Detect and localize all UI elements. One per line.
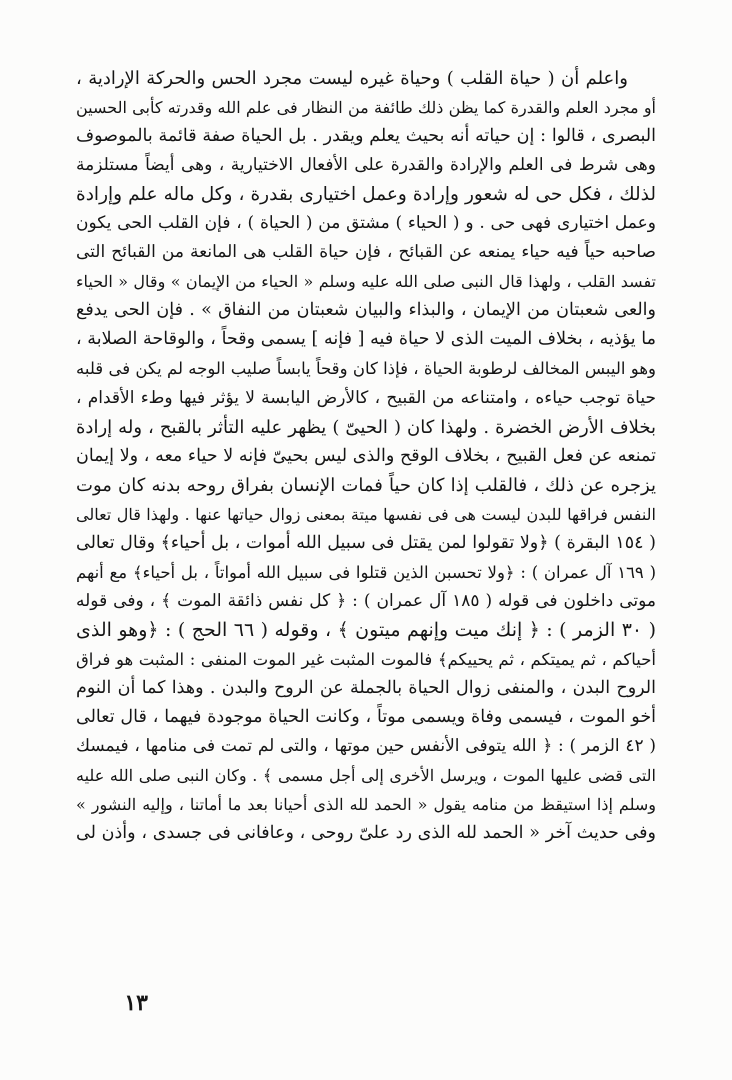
text-line: أحياكم ، ثم يميتكم ، ثم يحييكم﴾ فالموت المثبت غير الموت المنفى : المثبت هو فراق (76, 649, 656, 669)
text-line: ( ٣٠ الزمر ) : ﴿ إنك ميت وإنهم ميتون ﴾ ، وقوله ( ٦٦ الحج ) : ﴿وهو الذى (76, 618, 656, 641)
text-line: النفس فراقها للبدن ليست هى فى نفسها ميتة بمعنى زوال حياتها عنها . ولهذا قال تعالى (76, 504, 656, 524)
text-line: تفسد القلب ، ولهذا قال النبى صلى الله عليه وسلم « الحياء من الإيمان » وقال « الحياء (76, 272, 656, 292)
text-line: ما يؤذيه ، بخلاف الميت الذى لا حياة فيه [ فإنه ] يسمى وقحاً ، والوقاحة الصلابة ، (76, 329, 656, 350)
text-line: أخو الموت ، فيسمى وفاة ويسمى موتاً ، وكانت الحياة موجودة فيهما ، قال تعالى (76, 707, 656, 728)
text-line: بخلاف الأرض الخضرة . ولهذا كان ( الحيىّ ) يظهر عليه التأثر بالقبح ، وله إرادة (76, 416, 656, 438)
text-line: وعمل اختيارى فهى حى . و ( الحياء ) مشتق من ( الحياة ) ، فإن القلب الحى يكون (76, 213, 656, 234)
text-line: الروح البدن ، والمنفى زوال الحياة بالجملة عن الروح والبدن . وهذا كما أن النوم (76, 677, 656, 698)
text-line: موتى داخلون فى قوله ( ١٨٥ آل عمران ) : ﴿ كل نفس ذائقة الموت ﴾ ، وفى قوله (76, 590, 656, 611)
text-line: أو مجرد العلم والقدرة كما يظن ذلك طائفة من النظار فى علم الله وقدرته كأبى الحسين (76, 98, 656, 118)
text-line: ( ١٦٩ آل عمران ) : ﴿ولا تحسبن الذين قتلوا فى سبيل الله أمواتاً ، بل أحياء﴾ مع أنهم (76, 562, 656, 582)
text-line: ( ٤٢ الزمر ) : ﴿ الله يتوفى الأنفس حين موتها ، والتى لم تمت فى منامها ، فيمسك (76, 736, 656, 757)
text-line: يزجره عن ذلك ، فالقلب إذا كان حياً فمات الإنسان بفراق روحه بدنه كان موت (76, 474, 656, 496)
text-line: لذلك ، فكل حى له شعور وإرادة وعمل اختيارى بقدرة ، وكل ماله علم وإرادة (76, 184, 656, 206)
text-line: حياة توجب حياءه ، وامتناعه من القبيح ، كالأرض اليابسة لا يؤثر فيها وطء الأقدام ، (76, 387, 656, 408)
text-line: التى قضى عليها الموت ، ويرسل الأخرى إلى أجل مسمى ﴾ . وكان النبى صلى الله عليه (76, 766, 656, 786)
text-line: وهو اليبس المخالف لرطوبة الحياة ، فإذا كان وقحاً يابساً صليب الوجه لم يكن فى قلبه (76, 359, 656, 379)
text-line: صاحبه حياً فيه حياء يمنعه عن القبائح ، فإن حياة القلب هى المانعة من القبائح التى (76, 242, 656, 263)
body-text (76, 64, 656, 848)
text-line: ( ١٥٤ البقرة ) ﴿ولا تقولوا لمن يقتل فى سبيل الله أموات ، بل أحياء﴾ وقال تعالى (76, 532, 656, 553)
text-line: البصرى ، قالوا : إن حياته أنه بحيث يعلم ويقدر . بل الحياة صفة قائمة بالموصوف (76, 126, 656, 147)
text-line: واعلم أن ( حياة القلب ) وحياة غيره ليست مجرد الحس والحركة الإرادية ، (76, 68, 628, 89)
page-number: ١٣ (124, 990, 148, 1016)
text-line: وهى شرط فى العلم والإرادة والقدرة على الأفعال الاختيارية ، وهى أيضاً مستلزمة (76, 155, 656, 176)
text-line: وفى حديث آخر « الحمد لله الذى رد علىّ روحى ، وعافانى فى جسدى ، وأذن لى (76, 823, 656, 844)
text-line: والعى شعبتان من الإيمان ، والبذاء والبيان شعبتان من النفاق » . فإن الحى يدفع (76, 300, 656, 321)
text-line: وسلم إذا استيقظ من منامه يقول « الحمد لله الذى أحيانا بعد ما أماتنا ، وإليه النشور » (76, 795, 656, 815)
text-line: تمنعه عن فعل القبيح ، بخلاف الوقح والذى ليس بحيىّ فإنه لا حياء معه ، ولا إيمان (76, 445, 656, 466)
